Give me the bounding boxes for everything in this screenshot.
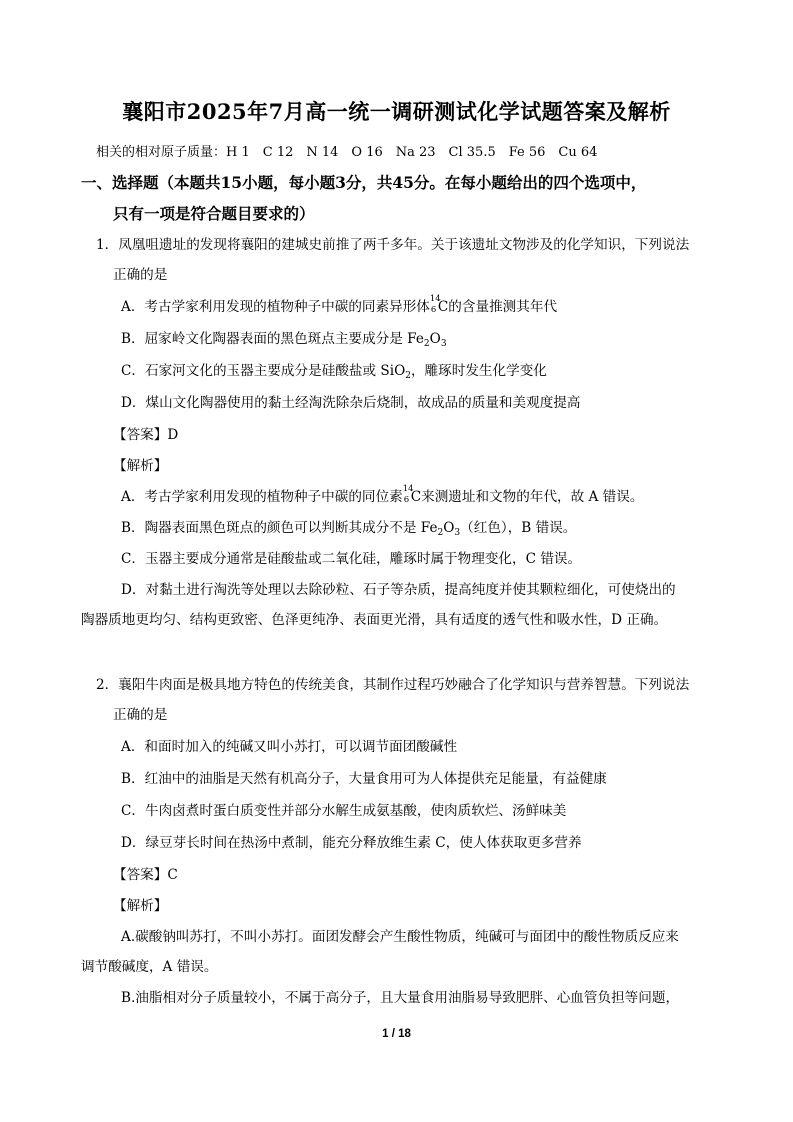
subscript: 2 <box>405 371 411 381</box>
q1-option-a <box>121 294 558 316</box>
q2-option-a: A．和面时加入的纯碱又叫小苏打，可以调节面团酸碱性 <box>121 739 458 755</box>
q1-explanation-b-text-end: （红色），B 错误。 <box>460 520 577 536</box>
q2-stem-line1: 2．襄阳牛肉面是极具地方特色的传统美食，其制作过程巧妙融合了化学知识与营养智慧。下列说法 <box>96 677 690 693</box>
formula-part: O <box>429 331 441 347</box>
q2-option-c: C．牛肉卤煮时蛋白质变性并部分水解生成氨基酸，使肉质软烂、汤鲜味美 <box>121 803 567 819</box>
q1-option-c <box>121 362 547 380</box>
q1-option-a-text: A．考古学家利用发现的植物种子中碳的同素异形体 <box>121 299 430 315</box>
q2-explanation-a-line1: A.碳酸钠叫苏打，不叫小苏打。面团发酵会产生酸性物质，纯碱可与面团中的酸性物质反应来 <box>121 929 679 945</box>
isotope-mass-number: 14 <box>429 294 441 304</box>
formula-part: O <box>443 520 455 536</box>
subscript: 2 <box>437 528 444 538</box>
carbon-14-isotope <box>429 294 441 315</box>
q1-stem-line1: 1．凤凰咀遗址的发现将襄阳的建城史前推了两千多年。关于该遗址文物涉及的化学知识，下列说法 <box>96 237 690 253</box>
q1-explanation-d-line1: D．对黏土进行淘洗等处理以去除砂粒、石子等杂质，提高纯度并使其颗粒细化，可使烧出的 <box>121 582 676 598</box>
page-number: 1 / 18 <box>382 1028 411 1040</box>
carbon-14-isotope <box>402 484 414 505</box>
q1-option-b-text: B．屈家岭文化陶器表面的黑色斑点主要成分是 Fe <box>121 331 424 347</box>
q1-option-c-text: C．石家河文化的玉器主要成分是硅酸盐或 SiO <box>121 363 406 379</box>
document-title: 襄阳市2025年7月高一统一调研测试化学试题答案及解析 <box>122 99 671 124</box>
section-heading-line2: 只有一项是符合题目要求的） <box>113 204 315 223</box>
q2-explanation-b-line1: B.油脂相对分子质量较小，不属于高分子，且大量食用油脂易导致肥胖、心血管负担等问题， <box>121 990 680 1006</box>
q2-stem-line2: 正确的是 <box>113 707 168 723</box>
q1-stem-line2: 正确的是 <box>113 267 168 283</box>
q1-option-b <box>121 330 447 348</box>
q2-analysis-label: 【解析】 <box>113 898 168 914</box>
q1-explanation-d-line2: 陶器质地更均匀、结构更致密、色泽更纯净、表面更光滑，具有适度的透气性和吸水性，D 正确。 <box>81 612 668 628</box>
q2-answer: 【答案】C <box>113 867 178 883</box>
q1-analysis-label: 【解析】 <box>113 458 168 474</box>
q1-explanation-a <box>121 484 644 506</box>
isotope-atomic-number: 6 <box>403 495 410 505</box>
q1-explanation-b <box>121 519 576 537</box>
subscript: 2 <box>423 339 430 349</box>
subscript: 3 <box>440 339 447 349</box>
q2-option-d: D．绿豆芽长时间在热汤中煮制，能充分释放维生素 C，使人体获取更多营养 <box>121 835 582 851</box>
q1-option-c-text-end: ，雕琢时发生化学变化 <box>410 363 547 379</box>
atomic-masses-note: 相关的相对原子质量：H 1 C 12 N 14 O 16 Na 23 Cl 35.5 Fe 56 Cu 64 <box>96 145 598 160</box>
isotope-mass-number: 14 <box>402 484 414 494</box>
q1-explanation-c: C．玉器主要成分通常是硅酸盐或二氧化硅，雕琢时属于物理变化，C 错误。 <box>121 551 582 567</box>
q1-answer: 【答案】D <box>113 427 179 443</box>
isotope-atomic-number: 6 <box>430 305 437 315</box>
subscript: 3 <box>454 528 461 538</box>
q1-explanation-a-text-end: C来测遗址和文物的年代，故 A 错误。 <box>410 489 644 505</box>
q1-explanation-b-text: B．陶器表面黑色斑点的颜色可以判断其成分不是 Fe <box>121 520 438 536</box>
q1-explanation-a-text: A．考古学家利用发现的植物种子中碳的同位素 <box>121 489 403 505</box>
q1-option-a-text-end: C的含量推测其年代 <box>437 299 558 315</box>
q2-option-b: B．红油中的油脂是天然有机高分子，大量食用可为人体提供充足能量，有益健康 <box>121 771 607 787</box>
q2-explanation-a-line2: 调节酸碱度，A 错误。 <box>81 959 218 975</box>
section-heading-line1: 一、选择题（本题共15小题，每小题3分，共45分。在每小题给出的四个选项中， <box>81 173 647 192</box>
q1-option-d: D．煤山文化陶器使用的黏土经淘洗除杂后烧制，故成品的质量和美观度提高 <box>121 395 581 411</box>
